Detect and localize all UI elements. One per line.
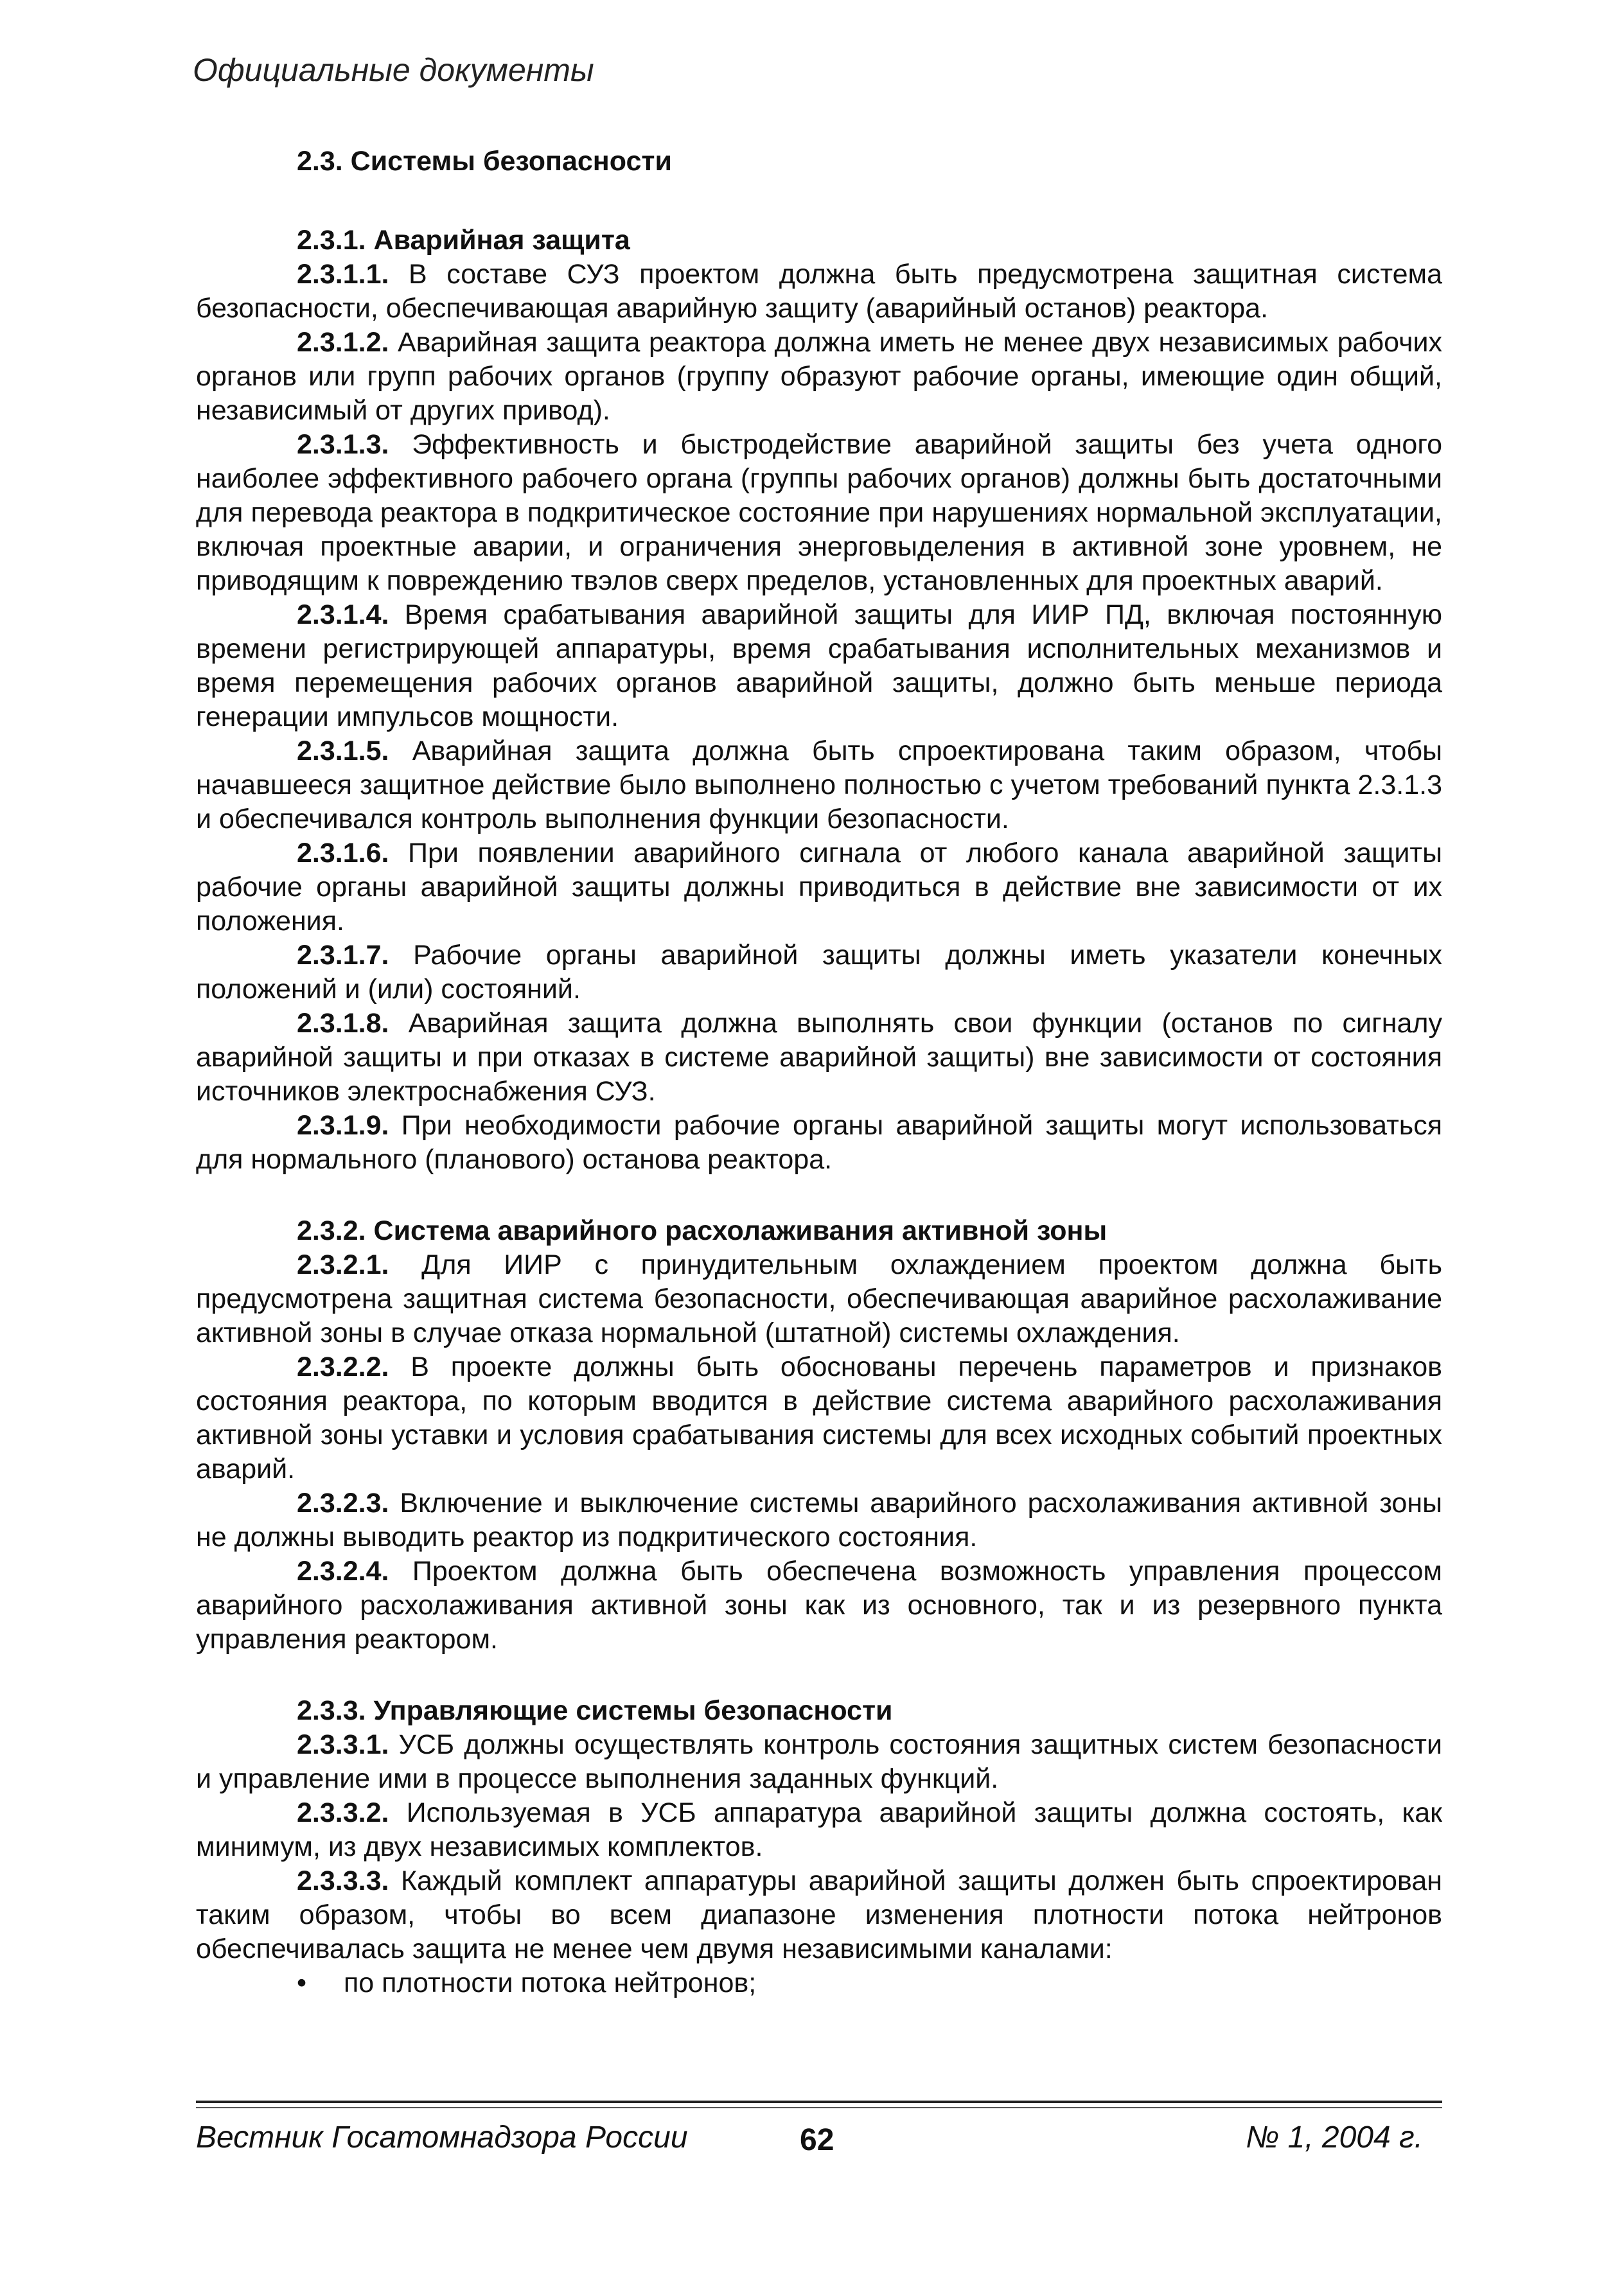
paragraph-text: Каждый комплект аппаратуры аварийной защиты должен быть спроектирован таким образом, чтобы во всем диапазоне изменения плотности потока нейтронов обеспечивалась защита не менее чем двумя независимыми каналами: xyxy=(196,1865,1442,1964)
paragraph xyxy=(196,1486,1442,1555)
paragraph-text: Эффективность и быстродействие аварийной защиты без учета одного наиболее эффективного рабочего органа (группы рабочих органов) должны быть достаточными для перевода реактора в подкритическое состояние при нарушениях нормальной эксплуатации, включая проектные аварии, и ограничения энерговыделения в активной зоне уровнем, не приводящим к повреждению твэлов сверх пределов, установленных для проектных аварий. xyxy=(196,429,1442,596)
paragraph-number: 2.3.3.1. xyxy=(297,1729,389,1760)
paragraph-text: Включение и выключение системы аварийного расхолаживания активной зоны не должны выводить реактор из подкритического состояния. xyxy=(196,1488,1442,1553)
paragraph xyxy=(196,598,1442,734)
paragraph-text: Для ИИР с принудительным охлаждением проектом должна быть предусмотрена защитная система безопасности, обеспечивающая аварийное расхолаживание активной зоны в случае отказа нормальной (штатной) системы охлаждения. xyxy=(196,1249,1442,1348)
paragraph-number: 2.3.3.3. xyxy=(297,1865,389,1896)
subsection-title: 2.3.2. Система аварийного расхолаживания активной зоны xyxy=(297,1215,1108,1246)
subsection-title: 2.3.3. Управляющие системы безопасности xyxy=(297,1695,893,1726)
paragraph-text: Аварийная защита должна выполнять свои функции (останов по сигналу аварийной защиты и при отказах в системе аварийной защиты) вне зависимости от состояния источников электроснабжения СУЗ. xyxy=(196,1008,1442,1107)
paragraph-text: Используемая в УСБ аппаратура аварийной защиты должна состоять, как минимум, из двух независимых комплектов. xyxy=(196,1797,1442,1862)
footer-rule xyxy=(196,2101,1442,2103)
document-body xyxy=(196,145,1442,2000)
bullet-item xyxy=(196,1966,1442,2000)
paragraph-text: Проектом должна быть обеспечена возможность управления процессом аварийного расхолаживания активной зоны как из основного, так и из резервного пункта управления реактором. xyxy=(196,1556,1442,1655)
paragraph-number: 2.3.1.7. xyxy=(297,940,389,971)
paragraph xyxy=(196,1109,1442,1177)
paragraph-number: 2.3.1.8. xyxy=(297,1008,389,1039)
subsection-title: 2.3.1. Аварийная защита xyxy=(297,225,630,256)
paragraph-number: 2.3.3.2. xyxy=(297,1797,389,1828)
paragraph xyxy=(196,1248,1442,1350)
paragraph-number: 2.3.1.6. xyxy=(297,838,389,868)
paragraph-number: 2.3.2.3. xyxy=(297,1488,389,1519)
footer-rule-thin xyxy=(196,2107,1442,2108)
paragraph xyxy=(196,1350,1442,1486)
paragraph xyxy=(196,326,1442,428)
paragraph-text: В проекте должны быть обоснованы перечень параметров и признаков состояния реактора, по которым вводится в действие система аварийного расхолаживания активной зоны уставки и условия срабатывания системы для всех исходных событий проектных аварий. xyxy=(196,1352,1442,1485)
paragraph-text: При появлении аварийного сигнала от любого канала аварийной защиты рабочие органы аварийной защиты должны приводиться в действие вне зависимости от их положения. xyxy=(196,838,1442,937)
paragraph xyxy=(196,1007,1442,1109)
paragraph-text: Время срабатывания аварийной защиты для ИИР ПД, включая постоянную времени регистрирующей аппаратуры, время срабатывания исполнительных механизмов и время перемещения рабочих органов аварийной защиты, должно быть меньше периода генерации импульсов мощности. xyxy=(196,599,1442,732)
bullet-text: по плотности потока нейтронов; xyxy=(344,1968,757,1998)
paragraph xyxy=(196,939,1442,1007)
paragraph-text: В составе СУЗ проектом должна быть предусмотрена защитная система безопасности, обеспечивающая аварийную защиту (аварийный останов) реактора. xyxy=(196,259,1442,324)
paragraph-number: 2.3.1.5. xyxy=(297,736,389,766)
page-footer xyxy=(196,2120,1442,2158)
running-head: Официальные документы xyxy=(193,52,594,88)
page-number: 62 xyxy=(800,2123,834,2157)
issue-number: № 1, 2004 г. xyxy=(1246,2120,1423,2155)
paragraph-number: 2.3.1.2. xyxy=(297,327,389,358)
paragraph xyxy=(196,836,1442,939)
bullet-dot-icon: • xyxy=(297,1968,307,1998)
paragraph-number: 2.3.1.9. xyxy=(297,1110,389,1141)
paragraph xyxy=(196,258,1442,326)
paragraph-number: 2.3.1.3. xyxy=(297,429,389,460)
paragraph-number: 2.3.1.1. xyxy=(297,259,389,290)
paragraph-number: 2.3.2.1. xyxy=(297,1249,389,1280)
section-title: 2.3. Системы безопасности xyxy=(297,146,672,177)
paragraph xyxy=(196,1796,1442,1864)
paragraph-number: 2.3.2.2. xyxy=(297,1352,389,1382)
paragraph-number: 2.3.2.4. xyxy=(297,1556,389,1587)
paragraph xyxy=(196,428,1442,598)
paragraph-text: Аварийная защита реактора должна иметь не менее двух независимых рабочих органов или групп рабочих органов (группу образуют рабочие органы, имеющие один общий, независимый от других привод). xyxy=(196,327,1442,426)
paragraph-text: При необходимости рабочие органы аварийной защиты могут использоваться для нормального (планового) останова реактора. xyxy=(196,1110,1442,1175)
paragraph-number: 2.3.1.4. xyxy=(297,599,389,630)
paragraph-text: Аварийная защита должна быть спроектирована таким образом, чтобы начавшееся защитное действие было выполнено полностью с учетом требований пункта 2.3.1.3 и обеспечивался контроль выполнения функции безопасности. xyxy=(196,736,1442,834)
paragraph xyxy=(196,1555,1442,1657)
paragraph xyxy=(196,1728,1442,1796)
journal-title: Вестник Госатомнадзора России xyxy=(196,2120,688,2155)
paragraph xyxy=(196,1864,1442,1966)
paragraph-text: Рабочие органы аварийной защиты должны иметь указатели конечных положений и (или) состояний. xyxy=(196,940,1442,1005)
paragraph-text: УСБ должны осуществлять контроль состояния защитных систем безопасности и управление ими в процессе выполнения заданных функций. xyxy=(196,1729,1442,1794)
paragraph xyxy=(196,734,1442,836)
